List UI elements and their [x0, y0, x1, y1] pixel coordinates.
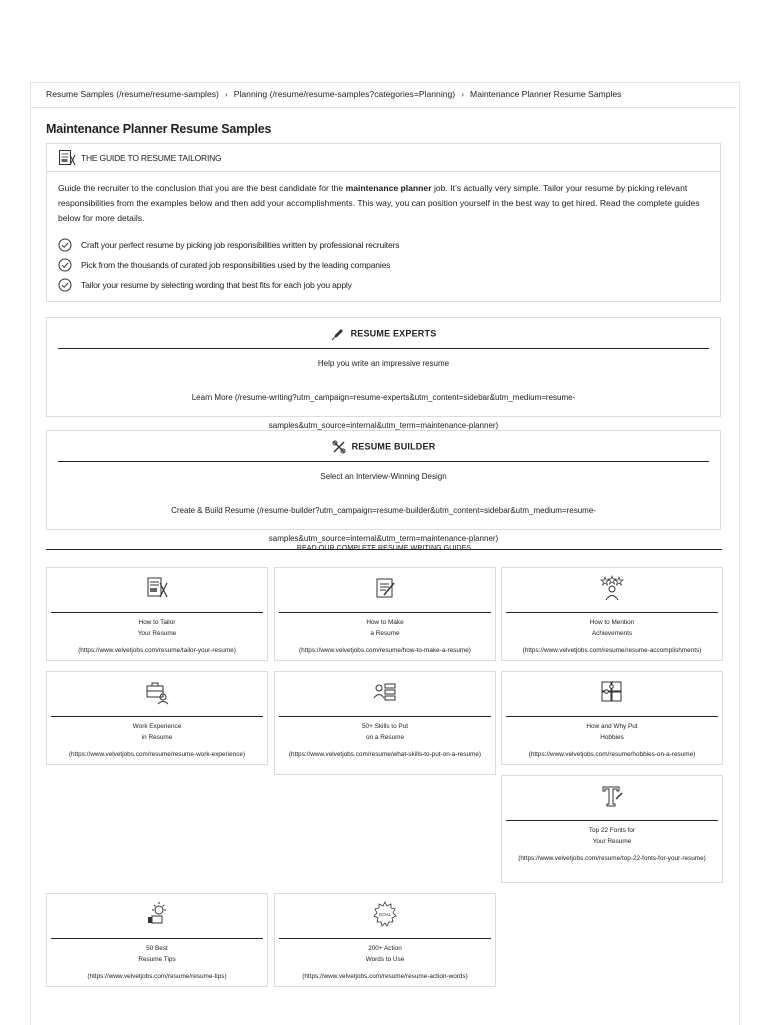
check-item [58, 235, 399, 255]
tailor-resume-icon [47, 575, 267, 603]
divider [506, 612, 718, 613]
make-resume-icon [275, 575, 495, 603]
guide-text: Guide the recruiter to the conclusion that you are the best candidate for the [58, 183, 346, 193]
guide-card-resume-tips[interactable] [46, 893, 268, 987]
guide-card-url: (https://www.velvetjobs.com/resume/resume-work-experience) [68, 751, 246, 758]
divider [51, 716, 263, 717]
learn-more-link[interactable]: Learn More (/resume-writing?utm_campaign=resume-experts&utm_content=sidebar&utm_medium=resume-samples&utm_source=internal&utm_term=maintenance-planner) [191, 393, 576, 430]
divider [51, 938, 263, 939]
resume-experts-subtitle: Help you write an impressive resume [317, 359, 450, 368]
guide-card-achievements[interactable] [501, 567, 723, 661]
guide-card-hobbies[interactable] [501, 671, 723, 765]
fonts-icon [502, 783, 722, 811]
pen-icon [331, 327, 345, 341]
guide-card-title: 200+ Action Words to Use [365, 945, 405, 963]
resume-experts-heading [47, 327, 720, 341]
guide-paragraph [58, 181, 708, 226]
guide-card-url: (https://www.velvetjobs.com/resume/tailor-your-resume) [78, 647, 236, 654]
divider [279, 938, 491, 939]
guide-card-make-resume[interactable] [274, 567, 496, 661]
guide-card-title: How to Tailor Your Resume [137, 619, 177, 637]
svg-text:GOAL: GOAL [378, 912, 392, 917]
divider [58, 461, 709, 462]
breadcrumb-resume-samples[interactable]: Resume Samples (/resume/resume-samples) [46, 89, 219, 99]
resume-builder-subtitle: Select an Interview-Winning Design [320, 472, 447, 481]
guide-card-tailor-resume[interactable] [46, 567, 268, 661]
check-circle-icon [58, 258, 72, 272]
goal-icon [275, 901, 495, 929]
breadcrumb [46, 89, 621, 99]
skills-icon [275, 679, 495, 707]
hobbies-icon [502, 679, 722, 707]
guide-card-url: (https://www.velvetjobs.com/resume/resume-action-words) [302, 973, 468, 980]
check-item [58, 275, 399, 295]
guide-card-title: 50+ Skills to Put on a Resume [361, 723, 408, 741]
resume-experts-box [46, 317, 721, 430]
breadcrumb-separator: › [224, 89, 228, 99]
divider [279, 716, 491, 717]
guide-card-url: (https://www.velvetjobs.com/resume/resume-accomplishments) [522, 647, 702, 654]
resume-experts-title: RESUME EXPERTS [350, 328, 437, 339]
lightbulb-icon [47, 901, 267, 929]
resume-builder-heading [47, 440, 720, 454]
guide-card-title: How to Make a Resume [366, 619, 404, 637]
guide-header [46, 143, 721, 172]
guide-card-title: Top 22 Fonts for Your Resume [588, 827, 636, 845]
breadcrumb-planning[interactable]: Planning (/resume/resume-samples?categories=Planning) [233, 89, 456, 99]
resume-builder-title: RESUME BUILDER [351, 441, 436, 452]
guide-card-action-words[interactable] [274, 893, 496, 987]
guides-heading: READ OUR COMPLETE RESUME WRITING GUIDES [296, 545, 472, 552]
guide-card-url: (https://www.velvetjobs.com/resume/resume-tips) [87, 973, 227, 980]
check-list [58, 235, 399, 295]
breadcrumb-separator: › [461, 89, 465, 99]
resume-tailoring-icon [58, 149, 76, 167]
guide-job-title: maintenance planner [345, 183, 432, 193]
guide-card-url: (https://www.velvetjobs.com/resume/what-skills-to-put-on-a-resume) [288, 751, 482, 758]
guide-body [46, 172, 721, 302]
create-build-resume-link[interactable]: Create & Build Resume (/resume-builder?utm_campaign=resume-builder&utm_content=sidebar&utm_medium=resume-samples&utm_source=internal&utm_term=maintenance-planner) [171, 506, 596, 543]
check-item-label: Tailor your resume by selecting wording that best fits for each job you apply [81, 280, 352, 290]
divider [58, 348, 709, 349]
page-title: Maintenance Planner Resume Samples [46, 122, 272, 136]
divider [506, 820, 718, 821]
guide-title: THE GUIDE TO RESUME TAILORING [81, 153, 222, 163]
breadcrumb-divider [31, 107, 737, 108]
divider [51, 612, 263, 613]
breadcrumb-current: Maintenance Planner Resume Samples [470, 89, 622, 99]
check-circle-icon [58, 278, 72, 292]
check-circle-icon [58, 238, 72, 252]
guide-text: job. It’s actually very simple. Tailor your resume by picking relevant responsibilities from the examples below and then add your accomplishments. This way, you can position yourself in the best way to get hired. Read the complete guides below for more details. [58, 183, 700, 223]
resume-builder-box [46, 430, 721, 543]
guide-card-skills[interactable] [274, 671, 496, 775]
guide-card-title: How to Mention Achievements [589, 619, 635, 637]
divider [506, 716, 718, 717]
divider [279, 612, 491, 613]
check-item [58, 255, 399, 275]
guide-card-title: 50 Best Resume Tips [138, 945, 176, 963]
guide-card-url: (https://www.velvetjobs.com/resume/how-to-make-a-resume) [299, 647, 471, 654]
guide-card-url: (https://www.velvetjobs.com/resume/hobbies-on-a-resume) [528, 751, 696, 758]
guide-card-work-experience[interactable] [46, 671, 268, 765]
check-item-label: Pick from the thousands of curated job responsibilities used by the leading companies [81, 260, 391, 270]
check-item-label: Craft your perfect resume by picking job responsibilities written by professional recruiters [81, 240, 400, 250]
achievements-icon [502, 575, 722, 603]
work-experience-icon [47, 679, 267, 707]
guide-card-url: (https://www.velvetjobs.com/resume/top-22-fonts-for-your-resume) [518, 855, 706, 862]
guide-card-title: How and Why Put Hobbies [586, 723, 638, 741]
guide-card-fonts[interactable] [501, 775, 723, 883]
guide-card-title: Work Experience in Resume [132, 723, 182, 741]
tools-icon [332, 440, 346, 454]
